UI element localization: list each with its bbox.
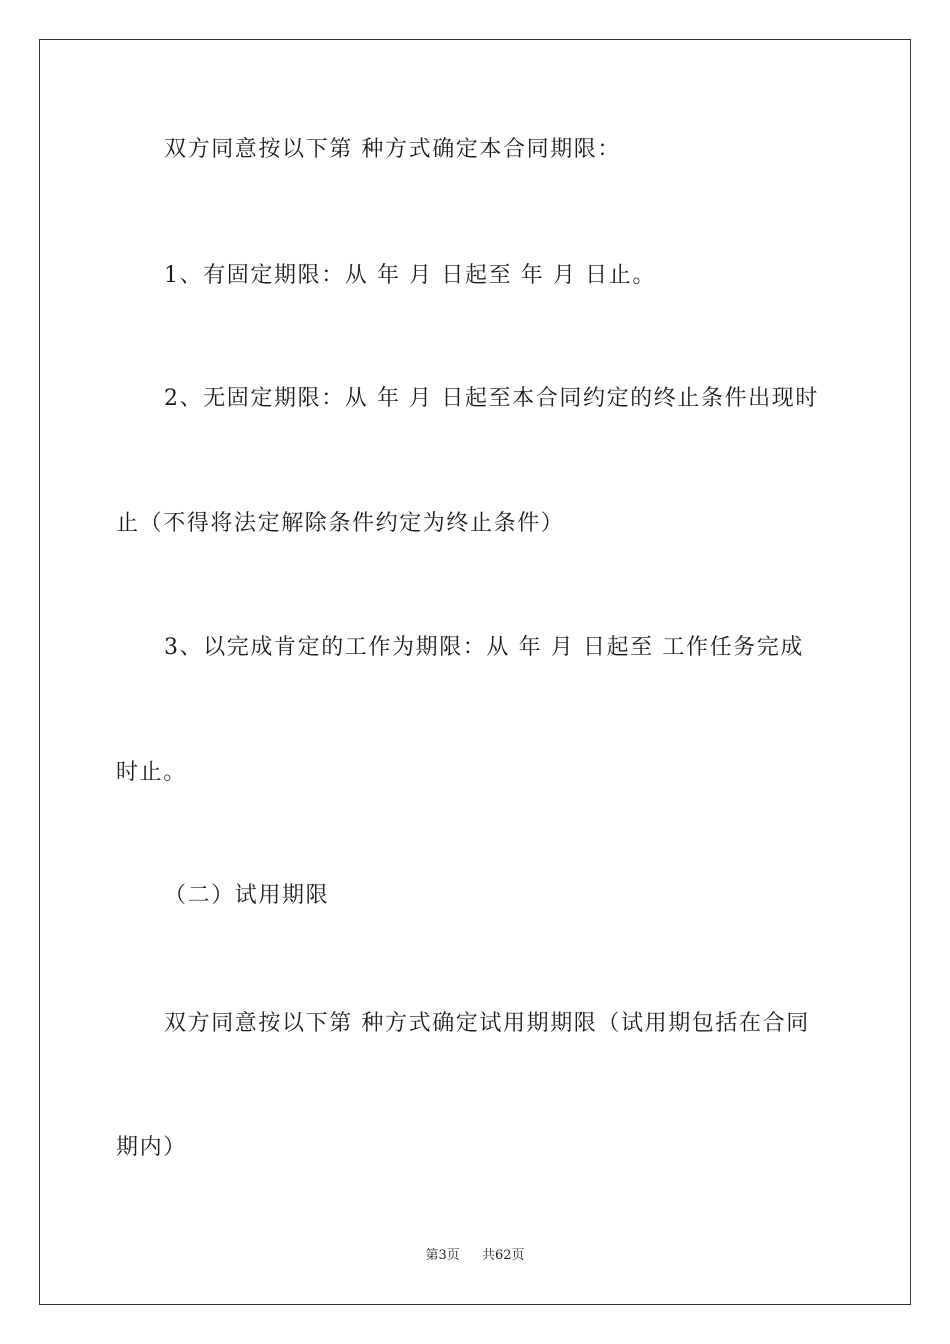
probation-heading: （二）试用期限 xyxy=(164,883,330,908)
page-frame xyxy=(39,39,911,1305)
probation-intro: 双方同意按以下第 种方式确定试用期期限（试用期包括在合同 xyxy=(164,1011,810,1036)
contract-term-intro: 双方同意按以下第 种方式确定本合同期限： xyxy=(164,137,621,162)
page-total: 共62页 xyxy=(482,1248,525,1263)
page-footer xyxy=(0,1248,950,1264)
task-term-clause: 3、以完成肯定的工作为期限：从 年 月 日起至 工作任务完成 xyxy=(164,635,804,660)
task-term-clause-continued: 时止。 xyxy=(116,760,187,785)
probation-intro-continued: 期内） xyxy=(116,1135,187,1160)
open-term-clause-continued: 止（不得将法定解除条件约定为终止条件） xyxy=(116,511,565,536)
open-term-clause: 2、无固定期限：从 年 月 日起至本合同约定的终止条件出现时 xyxy=(164,386,819,411)
page-number: 第3页 xyxy=(425,1248,460,1263)
fixed-term-clause: 1、有固定期限：从 年 月 日起至 年 月 日止。 xyxy=(164,263,656,288)
